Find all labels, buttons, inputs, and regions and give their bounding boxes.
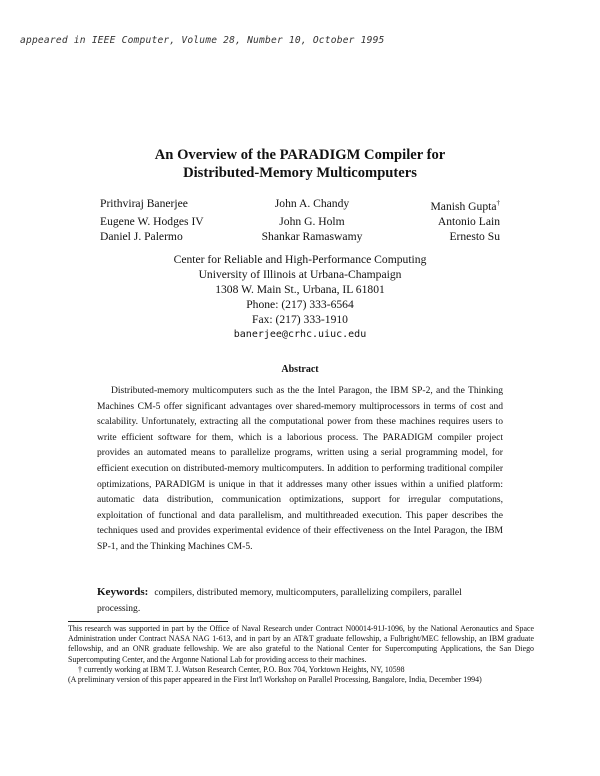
- publication-note: appeared in IEEE Computer, Volume 28, Number 10, October 1995: [20, 35, 385, 46]
- author-name: [380, 196, 500, 214]
- dagger-footnote: † currently working at IBM T. J. Watson Research Center, P.O. Box 704, Yorktown Heights, NY, 10598: [78, 664, 405, 674]
- keywords-label: Keywords:: [97, 586, 149, 598]
- preliminary-footnote: (A preliminary version of this paper appeared in the First Int'l Workshop on Parallel Processing, Bangalore, India, December 1994): [68, 675, 482, 685]
- keywords: [97, 585, 503, 616]
- abstract-heading: Abstract: [281, 364, 319, 375]
- abstract-text: Distributed-memory multicomputers such as the the Intel Paragon, the IBM SP-2, and the Thinking Machines CM-5 offer significant advantages over shared-memory multiprocessors in terms of cost and scalability. Unfortunately, extracting all the computational power from these machines requires users to write efficient software for them, which is a laborious process. The PARADIGM compiler project provides an automated means to parallelize programs, written using a serial programming model, for efficient execution on distributed-memory multicomputers. In addition to performing traditional compiler optimizations, PARADIGM is unique in that it addresses many other issues within a unified platform: automatic data distribution, communication optimizations, support for irregular computations, exploitation of functional and data parallelism, and multithreaded execution. This paper describes the techniques used and provides experimental evidence of their effectiveness on the Intel Paragon, the IBM SP-1, and the Thinking Machines CM-5.: [97, 385, 503, 552]
- author-row: [100, 229, 500, 244]
- author-list: [100, 196, 500, 244]
- author-name: Shankar Ramaswamy: [261, 229, 363, 243]
- affiliation-block: [60, 252, 540, 342]
- author-name: Eugene W. Hodges IV: [100, 214, 204, 228]
- affiliation-line: Phone: (217) 333-6564: [246, 298, 354, 311]
- affiliation-line: University of Illinois at Urbana-Champaign: [198, 268, 402, 281]
- author-name: Daniel J. Palermo: [100, 229, 183, 243]
- title-line-2: Distributed-Memory Multicomputers: [183, 165, 417, 181]
- affiliation-line: Fax: (217) 333-1910: [252, 313, 348, 326]
- author-name-text: Manish Gupta: [430, 199, 497, 213]
- keywords-text: compilers, distributed memory, multicomputers, parallelizing compilers, parallel processing.: [97, 587, 462, 614]
- author-name: John G. Holm: [279, 214, 345, 228]
- author-name: Ernesto Su: [449, 229, 500, 243]
- author-name: John A. Chandy: [274, 197, 350, 210]
- author-row: [100, 196, 500, 214]
- funding-footnote: This research was supported in part by the Office of Naval Research under Contract N00014-91J-1096, by the National Aeronautics and Space Administration under Contract NASA NAG 1-613, and in part by an AT&T graduate fellowship, a Fulbright/MEC fellowship, an IBM graduate fellowship, and an ONR graduate fellowship. We are also grateful to the National Center for Supercomputing Applications, the San Diego Supercomputing Center, and the Argonne National Lab for providing access to their machines.: [68, 624, 534, 664]
- title-line-1: An Overview of the PARADIGM Compiler for: [154, 147, 446, 163]
- affiliation-line: 1308 W. Main St., Urbana, IL 61801: [215, 283, 385, 296]
- author-row: [100, 214, 500, 229]
- author-name: Antonio Lain: [437, 214, 500, 228]
- footnote-rule: [68, 621, 228, 622]
- footnotes: [68, 624, 534, 685]
- paper-title: [60, 146, 540, 182]
- dagger-mark: †: [496, 199, 500, 207]
- author-name: Prithviraj Banerjee: [100, 197, 188, 210]
- email-address: banerjee@crhc.uiuc.edu: [233, 329, 367, 340]
- affiliation-line: Center for Reliable and High-Performance Computing: [173, 253, 427, 266]
